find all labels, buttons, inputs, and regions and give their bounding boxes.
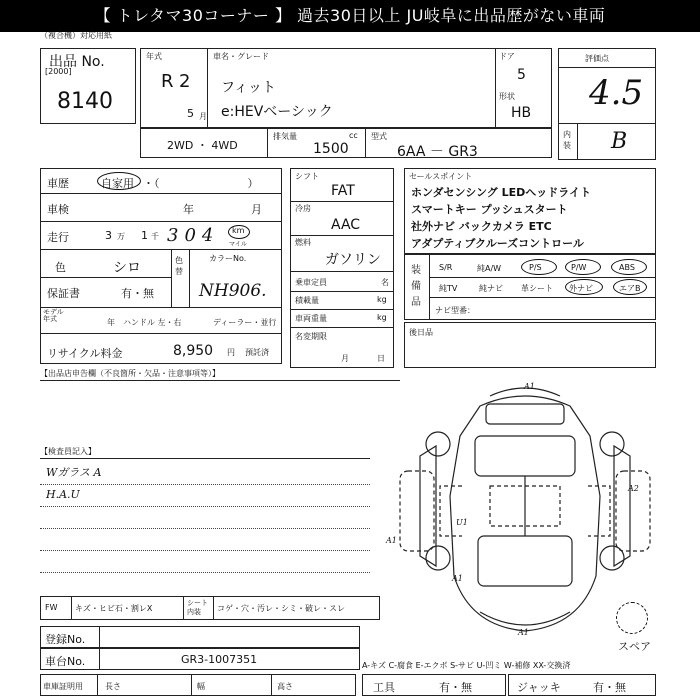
capacity-unit: 名 (381, 278, 389, 287)
mileage-man: 3 (105, 229, 112, 242)
spare-label: スペア (618, 640, 651, 653)
equipment-box (404, 254, 656, 320)
equipment-item: 純ナビ (479, 284, 503, 293)
fuel-label: 燃料 (295, 238, 311, 247)
top-note: （複合機）対応用紙 (40, 31, 112, 40)
sales-points-label: セールスポイント (409, 172, 473, 181)
car-diagram (380, 376, 670, 636)
mileage-unit-km: km (232, 226, 245, 235)
fuel-value: ガソリン (325, 252, 381, 268)
recycle-value: 8,950 (173, 343, 214, 359)
later-label: 後日品 (409, 328, 433, 337)
doors-label: ドア (499, 52, 515, 61)
score-label: 評価点 (585, 54, 609, 63)
color-code: NH906. (199, 281, 267, 301)
fw-row (40, 596, 380, 620)
year-car-block (140, 48, 552, 128)
doors-value: 5 (517, 67, 526, 83)
declaration-label: 【出品店申告欄（不良箇所・欠品・注意事項等）】 (40, 369, 220, 378)
sales-points-box (404, 168, 656, 254)
diagram-mark: A2 (628, 484, 639, 493)
sales-point-line: アダプティブクルーズコントロール (411, 237, 584, 250)
ac-value: AAC (331, 217, 361, 233)
weight-label: 車両重量 (295, 314, 327, 323)
model-year-handle: ハンドル 左・右 (123, 318, 182, 327)
equipment-item: P/W (571, 263, 587, 272)
history-label: 車歴 (47, 177, 69, 190)
displacement-label: 排気量 (273, 132, 297, 141)
registration-label: 登録No. (45, 633, 86, 646)
lot-code: [2000] (45, 67, 72, 76)
registration-box (40, 626, 360, 648)
color-change: 色替 (175, 256, 183, 276)
name-change-day: 日 (377, 354, 385, 363)
mileage-sen-unit: 千 (151, 232, 159, 241)
cert-label: 車庫証明用 (43, 682, 83, 691)
banner: 【 トレタマ30コーナー 】 過去30日以上 JU岐阜に出品歴がない車両 (0, 0, 700, 32)
color-code-label: カラーNo. (209, 254, 247, 263)
inspector-line: Wガラス A (46, 466, 102, 479)
diagram-mark: A1 (386, 536, 397, 545)
diagram-mark: A1 (524, 382, 535, 391)
equipment-item: 革シート (521, 284, 553, 293)
equipment-item: P/S (529, 263, 542, 272)
jack-label: ジャッキ (517, 681, 561, 694)
diagram-mark: A1 (518, 628, 529, 637)
model-year-year: 年 (107, 318, 115, 327)
spec-row (140, 128, 552, 158)
seat-items: コゲ・穴・汚レ・シミ・破レ・スレ (217, 604, 345, 613)
jack-box (508, 674, 656, 696)
later-box (404, 322, 656, 368)
car-model: フィット (221, 80, 276, 96)
mileage-man-unit: 万 (117, 232, 125, 241)
model-year-label: モデル年式 (43, 308, 64, 323)
seat-label: シート内装 (187, 599, 208, 616)
diagram-mark: A1 (452, 574, 463, 583)
fw-label: FW (45, 603, 58, 612)
mileage-sen: 1 (141, 229, 148, 242)
sales-point-line: スマートキー プッシュスタート (411, 203, 568, 216)
year-label: 年式 (146, 52, 162, 61)
year-value: 2 (179, 71, 191, 92)
recycle-label: リサイクル料金 (47, 347, 123, 360)
lot-label: 出品 No. (49, 54, 105, 70)
mileage-label: 走行 (47, 231, 69, 244)
shift-label: シフト (295, 172, 319, 181)
history-selected: 自家用 (101, 177, 134, 190)
tools-value: 有・無 (439, 681, 472, 694)
cert-height: 高さ (277, 682, 293, 691)
equipment-item: エアB (619, 284, 641, 293)
cert-box (40, 674, 356, 696)
color-value: シロ (113, 260, 141, 276)
equipment-item: 純A/W (477, 264, 502, 273)
recycle-unit: 円 (227, 348, 235, 357)
interior-label: 内装 (563, 130, 571, 150)
equipment-other: ナビ型番： (435, 306, 475, 315)
weight-unit: kg (377, 313, 387, 322)
warranty-label: 保証書 (47, 287, 80, 300)
equipment-item: 外ナビ (569, 284, 593, 293)
model-year-dealer: ディーラー・並行 (213, 318, 277, 327)
ac-label: 冷房 (295, 204, 311, 213)
model-code-value: 6AA － GR3 (397, 144, 478, 160)
equipment-item: 純TV (439, 284, 458, 293)
equipment-label: 装備品 (411, 265, 421, 308)
score-box (558, 48, 656, 160)
chassis-box (40, 648, 360, 670)
drive-value: 2WD ・ 4WD (167, 139, 238, 152)
tools-box (362, 674, 506, 696)
sales-point-line: ホンダセンシング LEDヘッドライト (411, 186, 591, 199)
sales-point-line: 社外ナビ バックカメラ ETC (411, 220, 552, 233)
year-month: 5 (187, 107, 194, 120)
inspector-label: 【検査員記入】 (40, 447, 96, 456)
jack-value: 有・無 (593, 681, 626, 694)
inspector-line: H.A.U (46, 488, 80, 501)
cert-length: 長さ (105, 682, 121, 691)
damage-legend: A-キズ C-腐食 E-エクボ S-サビ U-凹ミ W-補修 XX-交換済 (362, 661, 571, 670)
history-rest: ・（ ） (143, 177, 259, 190)
name-change-label: 名変期限 (295, 332, 327, 341)
mileage-unit-mile: マイル (229, 241, 247, 248)
inspection-year: 年 (183, 203, 194, 216)
cert-width: 幅 (197, 682, 205, 691)
shift-value: FAT (331, 183, 355, 199)
capacity-label: 乗車定員 (295, 278, 327, 287)
car-name-label: 車名・グレード (213, 52, 269, 61)
lot-number: 8140 (57, 89, 113, 114)
year-era: R (161, 71, 174, 92)
score-value: 4.5 (589, 73, 644, 113)
year-month-unit: 月 (199, 112, 207, 121)
tools-label: 工具 (373, 681, 395, 694)
shape-label: 形状 (499, 92, 515, 101)
name-change-month: 月 (341, 354, 349, 363)
chassis-label: 車台No. (45, 655, 86, 668)
load-label: 積載量 (295, 296, 319, 305)
chassis-value: GR3-1007351 (181, 653, 258, 666)
mileage-rest: 304 (167, 225, 220, 246)
lot-box (40, 48, 136, 124)
inspection-label: 車検 (47, 203, 69, 216)
load-unit: kg (377, 295, 387, 304)
diagram-mark: U1 (456, 518, 468, 527)
interior-value: B (611, 129, 628, 154)
color-label: 色 (55, 261, 66, 274)
fw-items: キズ・ヒビ石・割レX (75, 604, 153, 613)
equipment-item: S/R (439, 263, 453, 272)
displacement-unit: cc (349, 131, 358, 140)
displacement-value: 1500 (313, 141, 349, 157)
shape-value: HB (511, 105, 532, 121)
model-code-label: 型式 (371, 132, 387, 141)
middle-block (290, 168, 394, 368)
left-info-block (40, 168, 282, 364)
warranty-value: 有・無 (121, 287, 154, 300)
equipment-item: ABS (619, 263, 635, 272)
spare-icon (616, 602, 648, 634)
recycle-note: 預託済 (245, 348, 269, 357)
car-grade: e:HEVベーシック (221, 104, 333, 120)
inspection-month: 月 (251, 203, 262, 216)
